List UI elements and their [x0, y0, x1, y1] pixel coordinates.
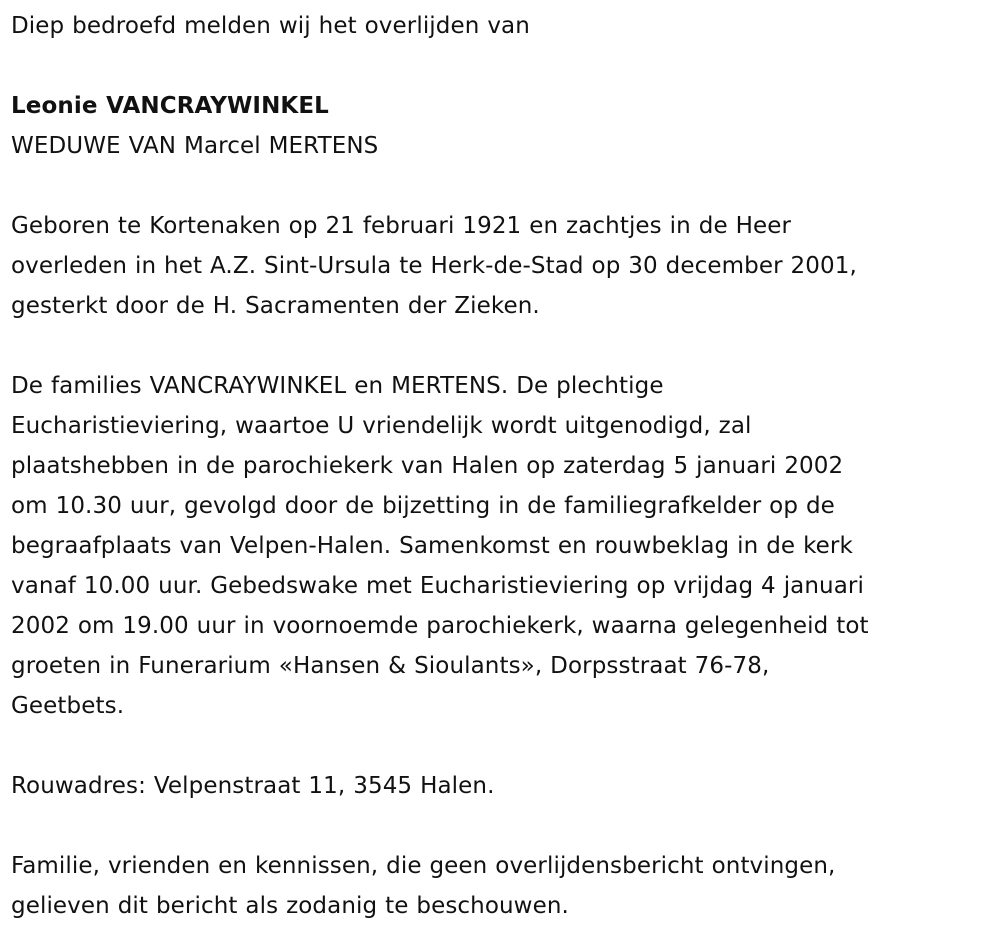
paragraph-line: Familie, vrienden en kennissen, die geen overlijdensbericht ontvingen,	[11, 853, 836, 879]
spacer	[11, 806, 990, 846]
paragraph-line: gelieven dit bericht als zodanig te beschouwen.	[11, 893, 569, 919]
ceremony-paragraph	[11, 366, 990, 726]
spacer	[11, 166, 990, 206]
mourning-address: Rouwadres: Velpenstraat 11, 3545 Halen.	[11, 773, 495, 799]
paragraph-line: vanaf 10.00 uur. Gebedswake met Eucharistieviering op vrijdag 4 januari	[11, 573, 864, 599]
paragraph-line: gesterkt door de H. Sacramenten der Zieken.	[11, 293, 540, 319]
widow-of-text: WEDUWE VAN Marcel MERTENS	[11, 133, 379, 159]
paragraph-line: om 10.30 uur, gevolgd door de bijzetting in de familiegrafkelder op de	[11, 493, 835, 519]
paragraph-line: Geetbets.	[11, 693, 125, 719]
paragraph-line: overleden in het A.Z. Sint-Ursula te Herk-de-Stad op 30 december 2001,	[11, 253, 857, 279]
spacer	[11, 326, 990, 366]
deceased-name: Leonie VANCRAYWINKEL	[11, 93, 329, 119]
paragraph-line: begraafplaats van Velpen-Halen. Samenkomst en rouwbeklag in de kerk	[11, 533, 853, 559]
paragraph-line: Geboren te Kortenaken op 21 februari 1921 en zachtjes in de Heer	[11, 213, 792, 239]
spacer	[11, 46, 990, 86]
paragraph-line: De families VANCRAYWINKEL en MERTENS. De plechtige	[11, 373, 664, 399]
paragraph-line: 2002 om 19.00 uur in voornoemde parochiekerk, waarna gelegenheid tot	[11, 613, 869, 639]
closing-paragraph	[11, 846, 990, 926]
paragraph-line: Eucharistieviering, waartoe U vriendelijk wordt uitgenodigd, zal	[11, 413, 752, 439]
birth-death-paragraph	[11, 206, 990, 326]
paragraph-line: plaatshebben in de parochiekerk van Halen op zaterdag 5 januari 2002	[11, 453, 844, 479]
paragraph-line: groeten in Funerarium «Hansen & Sioulants», Dorpsstraat 76-78,	[11, 653, 770, 679]
intro-text: Diep bedroefd melden wij het overlijden van	[11, 13, 530, 39]
spacer	[11, 726, 990, 766]
